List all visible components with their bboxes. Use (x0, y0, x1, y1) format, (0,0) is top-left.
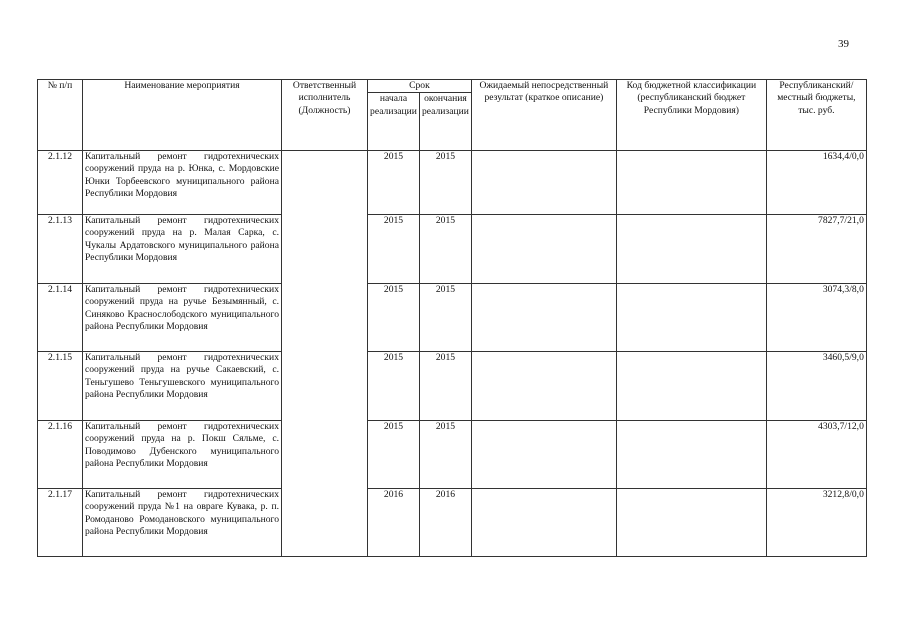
row-num: 2.1.17 (38, 489, 83, 557)
row-num: 2.1.13 (38, 215, 83, 284)
row-budget: 4303,7/12,0 (766, 421, 866, 489)
row-code (616, 151, 766, 215)
row-start: 2015 (368, 421, 420, 489)
row-name: Капитальный ремонт гидротехнических сооружений пруда на ручье Сакаевский, с. Теньгушево Теньгушевского муниципального района Республики Мордовия (83, 352, 282, 421)
row-end: 2015 (420, 352, 472, 421)
header-code: Код бюджетной классификации (республиканский бюджет Республики Мордовия) (616, 80, 766, 151)
row-num: 2.1.16 (38, 421, 83, 489)
row-responsible (282, 151, 368, 557)
header-num: № п/п (38, 80, 83, 151)
row-start: 2015 (368, 151, 420, 215)
row-name: Капитальный ремонт гидротехнических сооружений пруда на р. Малая Сарка, с. Чукалы Ардатовского муниципального района Республики Мордовия (83, 215, 282, 284)
table-row (38, 489, 867, 557)
row-budget: 3074,3/8,0 (766, 284, 866, 352)
row-num: 2.1.14 (38, 284, 83, 352)
row-result (471, 215, 616, 284)
row-code (616, 284, 766, 352)
row-end: 2015 (420, 215, 472, 284)
row-end: 2015 (420, 284, 472, 352)
row-result (471, 151, 616, 215)
table-row (38, 352, 867, 421)
row-budget: 7827,7/21,0 (766, 215, 866, 284)
row-budget: 1634,4/0,0 (766, 151, 866, 215)
row-result (471, 284, 616, 352)
row-result (471, 352, 616, 421)
row-code (616, 421, 766, 489)
row-name: Капитальный ремонт гидротехнических сооружений пруда на р. Юнка, с. Мордовские Юнки Торбеевского муниципального района Республики Мордовия (83, 151, 282, 215)
row-num: 2.1.15 (38, 352, 83, 421)
row-name: Капитальный ремонт гидротехнических сооружений пруда на ручье Безымянный, с. Синяково Краснослободского муниципального района Республики Мордовия (83, 284, 282, 352)
header-end: окончания реализации (420, 93, 472, 151)
row-end: 2015 (420, 421, 472, 489)
table-row (38, 284, 867, 352)
row-code (616, 352, 766, 421)
table-row (38, 215, 867, 284)
measures-table (37, 79, 867, 557)
table-row (38, 151, 867, 215)
row-start: 2016 (368, 489, 420, 557)
row-code (616, 489, 766, 557)
header-start: начала реализации (368, 93, 420, 151)
row-name: Капитальный ремонт гидротехнических сооружений пруда №1 на овраге Кувака, р. п. Ромоданово Ромодановского муниципального района Республики Мордовия (83, 489, 282, 557)
row-code (616, 215, 766, 284)
row-start: 2015 (368, 284, 420, 352)
row-end: 2015 (420, 151, 472, 215)
row-budget: 3212,8/0,0 (766, 489, 866, 557)
header-term: Срок (368, 80, 472, 93)
page-number: 39 (838, 38, 849, 50)
header-budget: Республиканский/местный бюджеты, тыс. руб. (766, 80, 866, 151)
row-start: 2015 (368, 215, 420, 284)
table-header-row (38, 80, 867, 93)
header-name: Наименование мероприятия (83, 80, 282, 151)
table-row (38, 421, 867, 489)
header-result: Ожидаемый непосредственный результат (краткое описание) (471, 80, 616, 151)
row-num: 2.1.12 (38, 151, 83, 215)
row-budget: 3460,5/9,0 (766, 352, 866, 421)
header-responsible: Ответственный исполнитель (Должность) (282, 80, 368, 151)
row-result (471, 489, 616, 557)
row-name: Капитальный ремонт гидротехнических сооружений пруда на р. Покш Сяльме, с. Поводимово Дубенского муниципального района Республики Мордовия (83, 421, 282, 489)
row-start: 2015 (368, 352, 420, 421)
row-result (471, 421, 616, 489)
row-end: 2016 (420, 489, 472, 557)
